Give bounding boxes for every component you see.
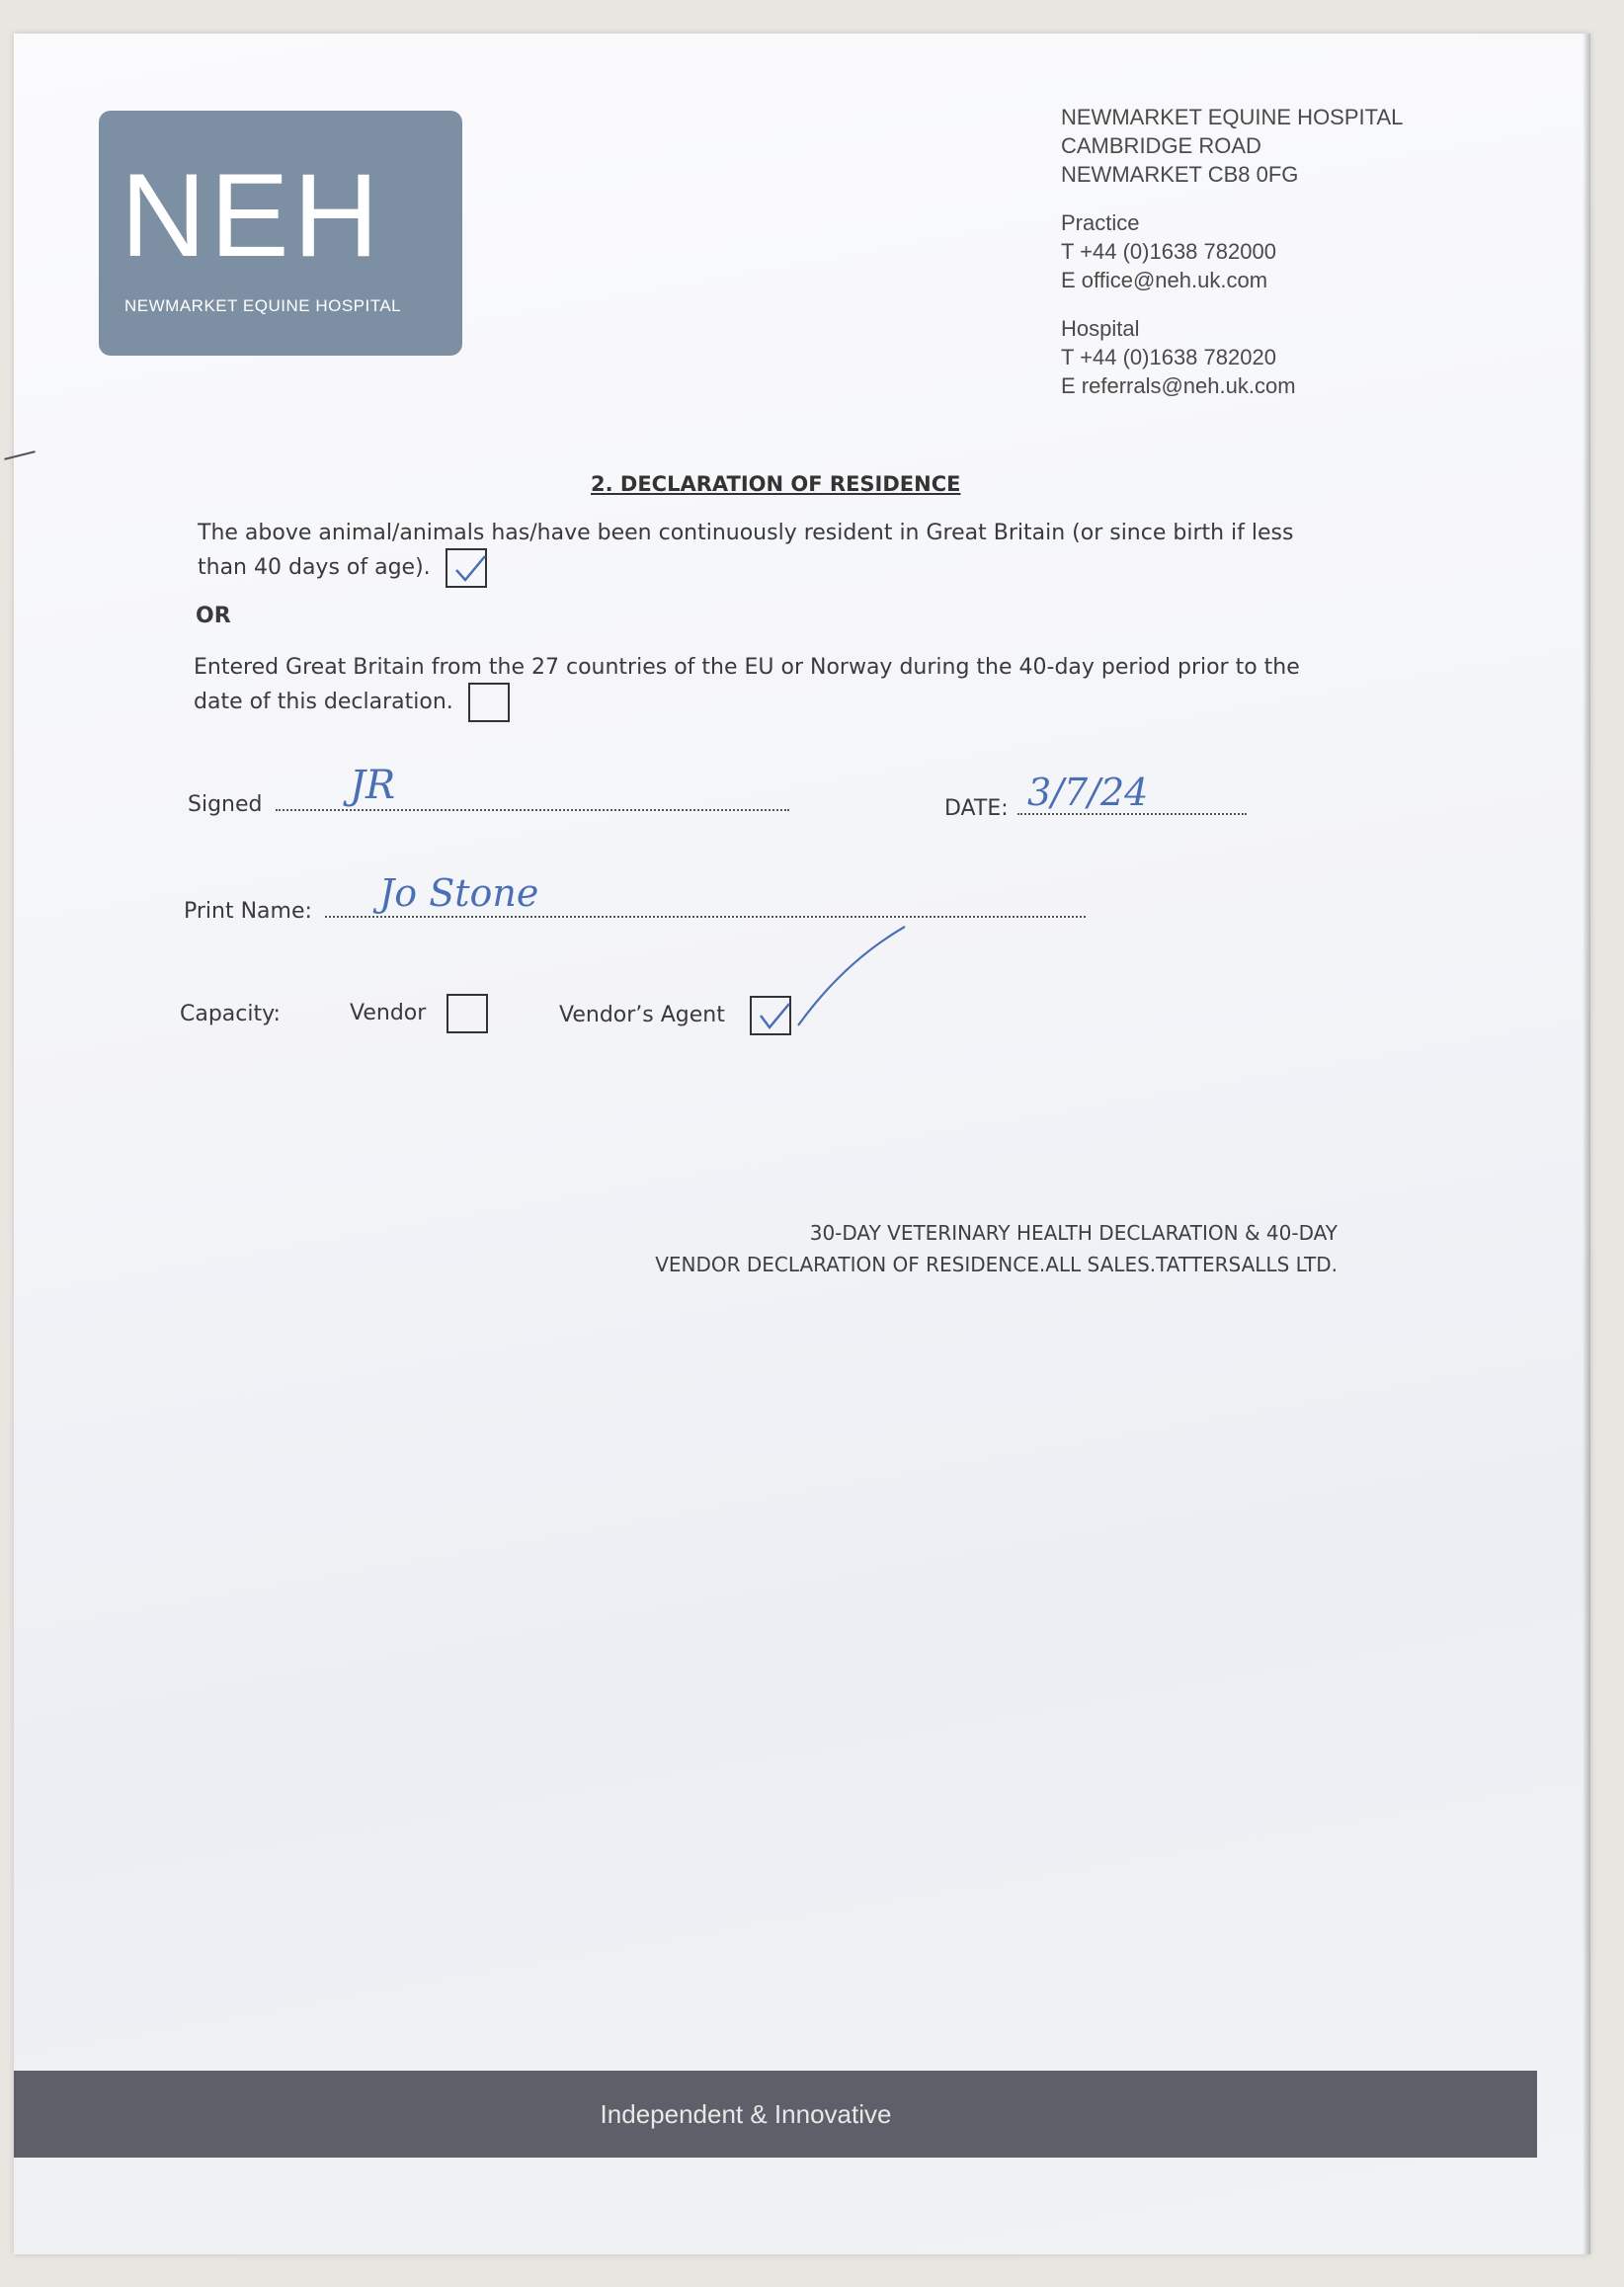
hospital-email: E referrals@neh.uk.com — [1061, 373, 1296, 398]
date-handwritten: 3/7/24 — [1027, 771, 1149, 814]
date-label: DATE: — [944, 796, 1009, 821]
check-icon — [453, 554, 487, 584]
form-reference-line-1: 30-DAY VETERINARY HEALTH DECLARATION & 40-DAY — [809, 1221, 1338, 1245]
option-entered-checkbox[interactable] — [468, 683, 510, 722]
option-entered — [194, 652, 1330, 722]
capacity-vendor — [350, 994, 488, 1033]
capacity-agent — [559, 996, 791, 1035]
option-resident-checkbox[interactable] — [446, 548, 487, 588]
signed-line[interactable] — [276, 809, 789, 811]
print-name-label: Print Name: — [184, 899, 312, 924]
print-name-handwritten: Jo Stone — [379, 871, 539, 915]
logo-name: NEWMARKET EQUINE HOSPITAL — [124, 296, 402, 315]
hospital-label: Hospital — [1061, 316, 1140, 341]
agent-check-stroke — [794, 923, 913, 1031]
page-shadow-edge — [1583, 34, 1590, 2254]
address-line-3: NEWMARKET CB8 0FG — [1061, 162, 1299, 187]
hospital-phone: T +44 (0)1638 782020 — [1061, 345, 1276, 369]
vendor-checkbox[interactable] — [447, 994, 488, 1033]
footer-tagline: Independent & Innovative — [600, 2098, 892, 2129]
practice-phone: T +44 (0)1638 782000 — [1061, 239, 1276, 264]
check-icon — [758, 1002, 791, 1031]
option-entered-text: Entered Great Britain from the 27 countries of the EU or Norway during the 40-day period prior to the date of this declaration. — [194, 655, 1300, 714]
capacity-label: Capacity: — [180, 1002, 281, 1026]
signed-field — [188, 792, 789, 817]
address-line-1: NEWMARKET EQUINE HOSPITAL — [1061, 105, 1404, 129]
signature: JR — [350, 763, 396, 808]
agent-label: Vendor’s Agent — [559, 1003, 725, 1027]
hospital-contact — [1061, 314, 1456, 400]
print-name-line[interactable] — [325, 916, 1086, 918]
hospital-address — [1061, 103, 1456, 420]
footer-band — [14, 2071, 1537, 2158]
address-block — [1061, 103, 1456, 189]
print-name-field — [184, 899, 1086, 924]
form-reference-line-2: VENDOR DECLARATION OF RESIDENCE.ALL SALES.TATTERSALLS LTD. — [655, 1253, 1338, 1276]
neh-logo — [99, 111, 462, 356]
signed-label: Signed — [188, 792, 263, 817]
address-line-2: CAMBRIDGE ROAD — [1061, 133, 1261, 158]
option-resident-text: The above animal/animals has/have been continuously resident in Great Britain (or since birth if less than 40 days of age). — [198, 521, 1294, 580]
practice-email: E office@neh.uk.com — [1061, 268, 1268, 292]
logo-mark: NEH — [121, 149, 383, 282]
form-reference — [626, 1217, 1338, 1280]
document-page — [14, 34, 1590, 2254]
practice-label: Practice — [1061, 210, 1140, 235]
agent-checkbox[interactable] — [750, 996, 791, 1035]
section-title: 2. DECLARATION OF RESIDENCE — [591, 472, 961, 496]
vendor-label: Vendor — [350, 1001, 427, 1025]
practice-contact — [1061, 208, 1456, 294]
option-resident — [198, 518, 1343, 588]
or-label: OR — [196, 604, 231, 628]
